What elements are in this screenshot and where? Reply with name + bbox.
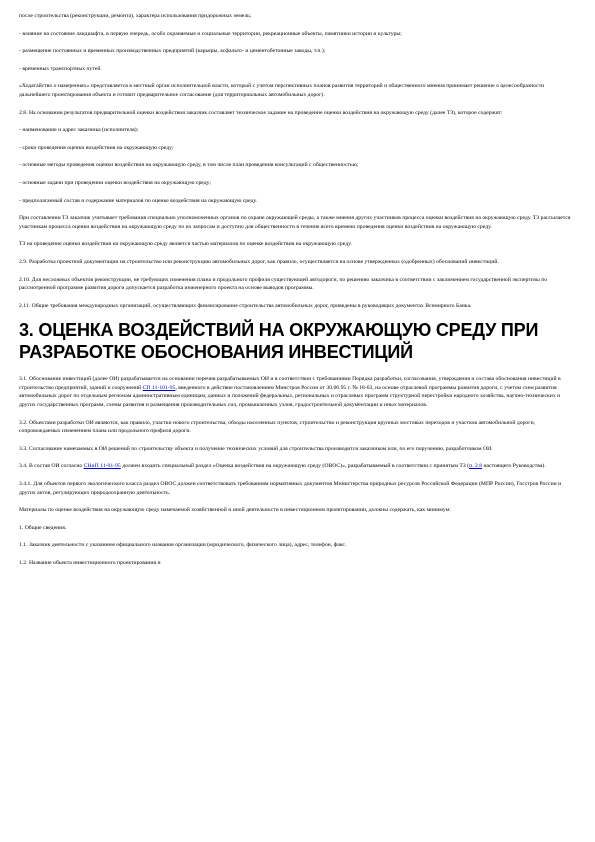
text-run: должен входить специальный раздел «Оценка воздействия на окружающую среду (ОВОС)», разрабатываемый в соответствии с принятым ТЗ ( <box>120 463 470 470</box>
paragraph: - основные методы проведения оценки воздействия на окружающую среду, в том числе план проведения консультаций с общественностью; <box>19 162 359 169</box>
paragraph: Материалы по оценке воздействия на окружающую среду намечаемой хозяйственной и иной деятельности в инвестиционном проектировании, должны содержать, как минимум: <box>19 507 451 514</box>
snip-11-01-95-link[interactable]: СНиП 11-01-95 <box>83 463 121 470</box>
paragraph: - наименование и адрес заказчика (исполнителя); <box>19 127 139 134</box>
text-run: настоящего Руководства). <box>482 463 546 470</box>
paragraph: 1.1. Заказчик деятельности с указанием официального названия организации (юридического, физического лица), адрес, телефон, факс. <box>19 542 347 549</box>
paragraph: 2.11. Общие требования международных организаций, осуществляющих финансирование строительства автомобильных дорог, приведены в руководящих документах Всемирного Банка. <box>19 302 472 309</box>
text-run: 3.4. В состав ОИ согласно <box>19 463 84 470</box>
paragraph: после строительства (реконструкции, ремонта), характера использования придорожных земель; <box>19 13 252 19</box>
section-heading: 3. ОЦЕНКА ВОЗДЕЙСТВИЙ НА ОКРУЖАЮЩУЮ СРЕДУ ПРИ РАЗРАБОТКЕ ОБОСНОВАНИЯ ИНВЕСТИЦИЙ <box>19 320 539 363</box>
paragraph: - временных транспортных путей. <box>19 65 102 72</box>
paragraph: 3.3. Согласование намечаемых в ОИ решений по строительству объекта и получение технических условий для строительства производится заказчиком или, по его поручению, разработчиком ОИ. <box>19 445 493 452</box>
paragraph: 3.4.1. Для объектов первого экологического класса раздел ОВОС должен соответствовать требованиям нормативных документов Министерства природных ресурсов Российской Федерации (МПР России), Госстроя России и других актов, регулирующих природоохранную деятельность. <box>19 481 562 496</box>
paragraph: 1. Общие сведения. <box>19 524 67 531</box>
clause-2-8-link[interactable]: п. 2.8 <box>469 463 483 470</box>
paragraph: - влияние на состояние ландшафта, в первую очередь, особо охраняемые и социальные территории, рекреационные объекты, памятники истории и культуры; <box>19 30 402 37</box>
text-run: 3.1. Обоснование инвестиций (далее ОИ) разрабатывается на основании перечня разрабатываемых ОИ и в соответствии с требованиями Порядка разработки, согласования, утверждения и состава обоснования инвестиций в строительство предприятий, зданий и сооружений <box>19 376 561 391</box>
paragraph: 2.9. Разработка проектной документации на строительство или реконструкцию автомобильных дорог, как правило, осуществляется на основе утвержденных (одобренных) обоснований инвестиций. <box>19 258 499 265</box>
sp-11-101-95-link[interactable]: СП 11-101-95 <box>142 384 176 391</box>
paragraph: ТЗ на проведение оценки воздействия на окружающую среду является частью материалов по оценке воздействия на окружающую среду. <box>19 241 352 248</box>
paragraph: - размещение постоянных и временных производственных предприятий (карьеры, асфальто- и цементобетонные заводы, т.п.); <box>19 48 326 55</box>
paragraph <box>19 462 576 471</box>
paragraph: «Ходатайство о намерениях» представляется в местный орган исполнительной власти, который с учетом перспективных планов развития территорий и общественного мнения принимает решение о целесообразности дальнейшего проектирования объекта и готовит предварительное согласование (для территориальных автомобильных дорог). <box>19 83 545 98</box>
paragraph: - предполагаемый состав и содержание материалов по оценке воздействия на окружающую среду. <box>19 197 258 204</box>
paragraph: 2.8. На основании результатов предварительной оценки воздействия заказчик составляет техническое задание на проведение оценки воздействия на окружающую среду (далее ТЗ), которое содержит: <box>19 109 503 116</box>
paragraph <box>19 375 576 409</box>
paragraph: 3.2. Объектами разработки ОИ являются, как правило, участки нового строительства, обходы населенных пунктов, строительство и реконструкция крупных мостовых переходов и участков автомобильной дороги, сопровождаемых изменением плана или продольного профиля дороги. <box>19 419 536 435</box>
text-run: , введенного в действие постановлением Минстроя России от 30.06.95 г. № 18-63, на основе отраслевой программы развития дороги, с учетом схем развития автомобильных дорог по отдельным регионам административным единицам, данных и положений федеральных, региональных и отраслевых программ структурной перестройки народного хозяйства, научно-технических и других государственных программ, схемы развития и размещения производительных сил, промышленных узлов, градостроительной документации и иных материалов. <box>19 384 561 409</box>
paragraph: 1.2. Название объекта инвестиционного проектирования и <box>19 560 161 566</box>
paragraph: - сроки проведения оценки воздействия на окружающую среду; <box>19 144 174 151</box>
paragraph: При составлении ТЗ заказчик учитывает требования специально уполномоченных органов по охране окружающей среды, а также мнения других участников процесса оценки воздействия на окружающую среду. ТЗ рассылается участникам процесса оценки воздействия на окружающую среду по их запросам и доступно для общественности в течение всего времени проведения оценки воздействия на окружающую среду. <box>19 215 571 230</box>
paragraph: 2.10. Для несложных объектов реконструкции, не требующих изменения плана и продольного профиля существующей автодороги, по решению заказчика в соответствии с заключением государственной экспертизы по рассмотренной программе развития дороги допускается разработка инженерного проекта на основе выводов программы. <box>19 276 548 292</box>
paragraph: - основные задачи при проведении оценки воздействия на окружающую среду; <box>19 179 212 186</box>
